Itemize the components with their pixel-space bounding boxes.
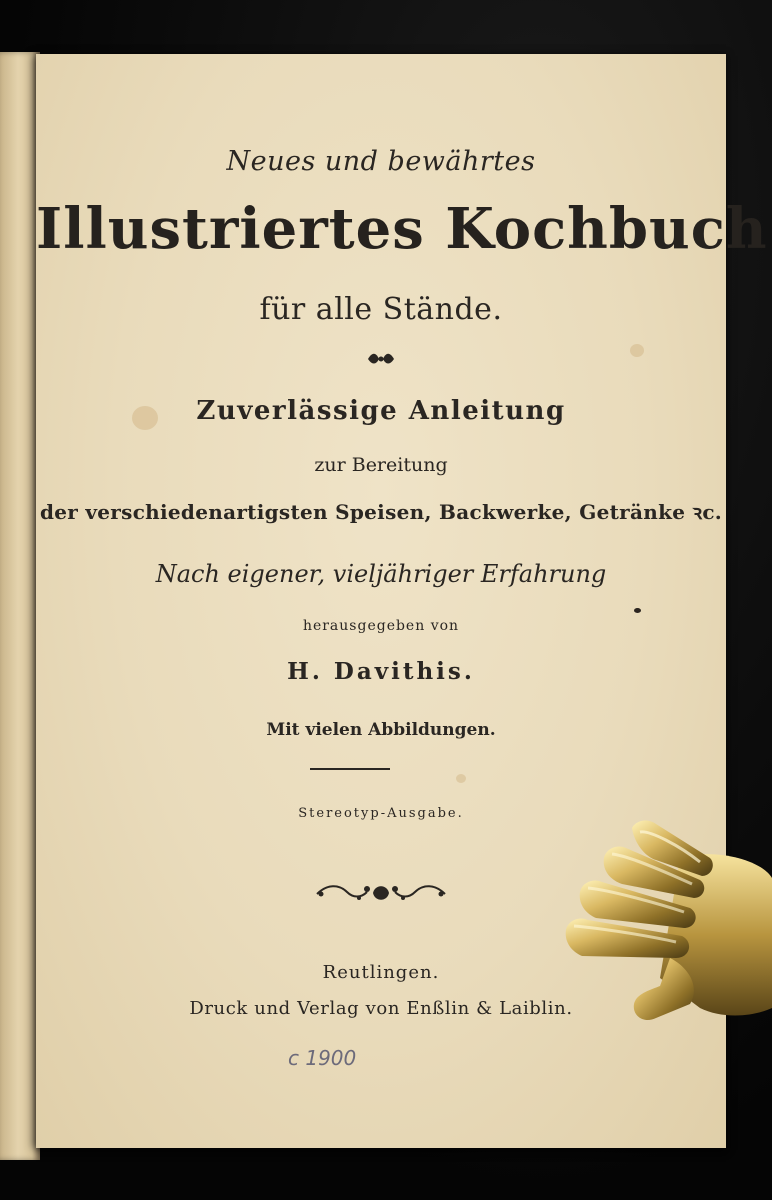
line-abbildungen: Mit vielen Abbildungen. <box>266 720 496 740</box>
divider-rule <box>310 768 390 770</box>
edition-note: Stereotyp-Ausgabe. <box>298 806 464 821</box>
ink-speck <box>634 608 641 613</box>
publisher-city: Reutlingen. <box>322 962 440 983</box>
small-ornament <box>36 350 726 370</box>
subtitle-top: Neues und bewährtes <box>226 146 536 177</box>
author-name: H. Davithis. <box>287 658 475 685</box>
line-herausgegeben: herausgegeben von <box>302 618 460 634</box>
brass-hand-page-holder <box>560 818 772 1040</box>
foxing-spot <box>456 774 466 783</box>
pencil-annotation: c 1900 <box>288 1046 357 1070</box>
line-erfahrung: Nach eigener, vieljähriger Erfahrung <box>155 560 607 588</box>
heading-anleitung: Zuverlässige Anleitung <box>196 396 566 426</box>
line-zur-bereitung: zur Bereitung <box>314 454 448 476</box>
line-speisen: der verschiedenartigsten Speisen, Backwerke, Getränke ꝛc. <box>39 500 723 524</box>
publisher-line: Druck und Verlag von Enßlin & Laiblin. <box>189 998 573 1019</box>
book-page-edge <box>0 52 40 1160</box>
book-title: Illustriertes Kochbuch <box>36 196 768 262</box>
subtitle: für alle Stände. <box>259 292 503 327</box>
